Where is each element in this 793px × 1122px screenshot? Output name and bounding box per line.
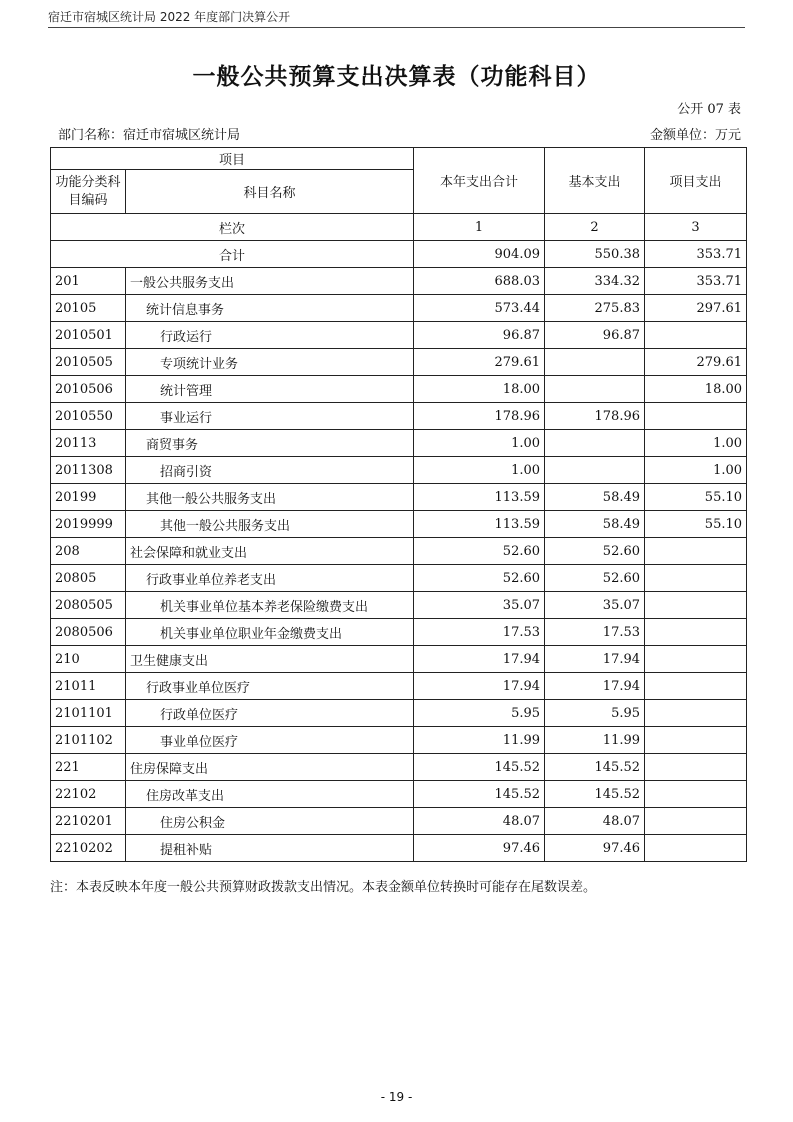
row-sum: 17.94 bbox=[414, 646, 545, 673]
column-index-3: 3 bbox=[645, 214, 747, 241]
table-row bbox=[51, 322, 747, 349]
header-row bbox=[51, 148, 747, 170]
row-basic: 17.94 bbox=[545, 646, 645, 673]
row-code: 21011 bbox=[51, 673, 126, 700]
table-row bbox=[51, 673, 747, 700]
row-code: 2011308 bbox=[51, 457, 126, 484]
row-project: 1.00 bbox=[645, 457, 747, 484]
expenditure-table bbox=[50, 147, 747, 862]
row-basic: 97.46 bbox=[545, 835, 645, 862]
table-row bbox=[51, 808, 747, 835]
row-sum: 113.59 bbox=[414, 484, 545, 511]
table-row bbox=[51, 430, 747, 457]
row-project bbox=[645, 673, 747, 700]
column-index-row bbox=[51, 214, 747, 241]
row-sum: 688.03 bbox=[414, 268, 545, 295]
row-name: 专项统计业务 bbox=[126, 349, 414, 376]
row-sum: 35.07 bbox=[414, 592, 545, 619]
row-code: 2010550 bbox=[51, 403, 126, 430]
row-code: 2010505 bbox=[51, 349, 126, 376]
table-row bbox=[51, 835, 747, 862]
row-name: 机关事业单位基本养老保险缴费支出 bbox=[126, 592, 414, 619]
row-code: 20105 bbox=[51, 295, 126, 322]
row-name: 其他一般公共服务支出 bbox=[126, 511, 414, 538]
row-code: 208 bbox=[51, 538, 126, 565]
form-number: 公开 07 表 bbox=[677, 102, 741, 117]
row-sum: 52.60 bbox=[414, 538, 545, 565]
row-code: 22102 bbox=[51, 781, 126, 808]
row-project bbox=[645, 619, 747, 646]
row-name: 统计信息事务 bbox=[126, 295, 414, 322]
row-basic: 145.52 bbox=[545, 754, 645, 781]
total-basic: 550.38 bbox=[545, 241, 645, 268]
row-basic: 17.53 bbox=[545, 619, 645, 646]
row-sum: 1.00 bbox=[414, 430, 545, 457]
row-project bbox=[645, 727, 747, 754]
table-body bbox=[51, 148, 747, 862]
table-row bbox=[51, 268, 747, 295]
row-basic: 11.99 bbox=[545, 727, 645, 754]
row-code: 2010506 bbox=[51, 376, 126, 403]
row-project: 55.10 bbox=[645, 511, 747, 538]
total-sum: 904.09 bbox=[414, 241, 545, 268]
column-index-2: 2 bbox=[545, 214, 645, 241]
header-project-expense: 项目支出 bbox=[645, 148, 747, 214]
row-name: 提租补贴 bbox=[126, 835, 414, 862]
header-project: 项目 bbox=[51, 148, 414, 170]
table-row bbox=[51, 295, 747, 322]
unit-label: 金额单位：万元 bbox=[649, 128, 741, 143]
total-label: 合计 bbox=[51, 241, 414, 268]
table-row bbox=[51, 781, 747, 808]
row-project bbox=[645, 592, 747, 619]
row-code: 20199 bbox=[51, 484, 126, 511]
table-row bbox=[51, 754, 747, 781]
row-name: 商贸事务 bbox=[126, 430, 414, 457]
row-sum: 17.53 bbox=[414, 619, 545, 646]
row-sum: 52.60 bbox=[414, 565, 545, 592]
row-name: 事业运行 bbox=[126, 403, 414, 430]
header-name: 科目名称 bbox=[126, 170, 414, 214]
row-project bbox=[645, 808, 747, 835]
row-basic bbox=[545, 376, 645, 403]
row-project: 279.61 bbox=[645, 349, 747, 376]
row-code: 2210202 bbox=[51, 835, 126, 862]
row-sum: 279.61 bbox=[414, 349, 545, 376]
row-sum: 178.96 bbox=[414, 403, 545, 430]
row-sum: 113.59 bbox=[414, 511, 545, 538]
row-name: 行政事业单位养老支出 bbox=[126, 565, 414, 592]
row-project: 18.00 bbox=[645, 376, 747, 403]
row-name: 卫生健康支出 bbox=[126, 646, 414, 673]
table-row bbox=[51, 700, 747, 727]
table-row bbox=[51, 538, 747, 565]
row-code: 2080505 bbox=[51, 592, 126, 619]
table-row bbox=[51, 646, 747, 673]
row-basic: 58.49 bbox=[545, 484, 645, 511]
row-code: 201 bbox=[51, 268, 126, 295]
table-row bbox=[51, 592, 747, 619]
row-basic: 334.32 bbox=[545, 268, 645, 295]
row-project bbox=[645, 538, 747, 565]
table-row bbox=[51, 565, 747, 592]
row-basic: 52.60 bbox=[545, 538, 645, 565]
row-project: 55.10 bbox=[645, 484, 747, 511]
row-code: 2080506 bbox=[51, 619, 126, 646]
row-basic: 58.49 bbox=[545, 511, 645, 538]
table-row bbox=[51, 619, 747, 646]
table-row bbox=[51, 403, 747, 430]
row-name: 住房公积金 bbox=[126, 808, 414, 835]
row-project bbox=[645, 781, 747, 808]
row-name: 一般公共服务支出 bbox=[126, 268, 414, 295]
row-basic bbox=[545, 457, 645, 484]
header-basic: 基本支出 bbox=[545, 148, 645, 214]
header-code: 功能分类科目编码 bbox=[51, 170, 126, 214]
row-code: 20113 bbox=[51, 430, 126, 457]
row-name: 行政事业单位医疗 bbox=[126, 673, 414, 700]
row-code: 2019999 bbox=[51, 511, 126, 538]
row-code: 2101102 bbox=[51, 727, 126, 754]
row-name: 社会保障和就业支出 bbox=[126, 538, 414, 565]
table-row bbox=[51, 511, 747, 538]
row-code: 221 bbox=[51, 754, 126, 781]
table-row bbox=[51, 727, 747, 754]
column-index-label: 栏次 bbox=[51, 214, 414, 241]
row-project: 297.61 bbox=[645, 295, 747, 322]
row-basic: 275.83 bbox=[545, 295, 645, 322]
row-sum: 1.00 bbox=[414, 457, 545, 484]
row-code: 2101101 bbox=[51, 700, 126, 727]
row-basic: 35.07 bbox=[545, 592, 645, 619]
row-name: 行政运行 bbox=[126, 322, 414, 349]
row-basic: 5.95 bbox=[545, 700, 645, 727]
total-project: 353.71 bbox=[645, 241, 747, 268]
column-index-1: 1 bbox=[414, 214, 545, 241]
page-number: - 19 - bbox=[380, 1090, 413, 1104]
row-sum: 18.00 bbox=[414, 376, 545, 403]
row-basic: 145.52 bbox=[545, 781, 645, 808]
row-project bbox=[645, 700, 747, 727]
row-code: 2210201 bbox=[51, 808, 126, 835]
row-code: 20805 bbox=[51, 565, 126, 592]
page-title: 一般公共预算支出决算表（功能科目） bbox=[192, 64, 601, 90]
row-code: 210 bbox=[51, 646, 126, 673]
row-sum: 573.44 bbox=[414, 295, 545, 322]
row-basic bbox=[545, 430, 645, 457]
row-project bbox=[645, 322, 747, 349]
row-name: 其他一般公共服务支出 bbox=[126, 484, 414, 511]
row-project bbox=[645, 565, 747, 592]
row-project bbox=[645, 403, 747, 430]
row-sum: 96.87 bbox=[414, 322, 545, 349]
row-sum: 97.46 bbox=[414, 835, 545, 862]
table-row bbox=[51, 376, 747, 403]
row-name: 机关事业单位职业年金缴费支出 bbox=[126, 619, 414, 646]
row-sum: 145.52 bbox=[414, 781, 545, 808]
footnote: 注：本表反映本年度一般公共预算财政拨款支出情况。本表金额单位转换时可能存在尾数误差。 bbox=[50, 880, 597, 895]
row-project bbox=[645, 835, 747, 862]
row-basic: 52.60 bbox=[545, 565, 645, 592]
row-project bbox=[645, 646, 747, 673]
row-sum: 145.52 bbox=[414, 754, 545, 781]
row-sum: 5.95 bbox=[414, 700, 545, 727]
department-label: 部门名称：宿迁市宿城区统计局 bbox=[58, 128, 241, 143]
row-name: 统计管理 bbox=[126, 376, 414, 403]
row-basic: 48.07 bbox=[545, 808, 645, 835]
row-name: 住房保障支出 bbox=[126, 754, 414, 781]
row-basic: 178.96 bbox=[545, 403, 645, 430]
document-header: 宿迁市宿城区统计局 2022 年度部门决算公开 bbox=[48, 10, 291, 24]
row-name: 事业单位医疗 bbox=[126, 727, 414, 754]
row-code: 2010501 bbox=[51, 322, 126, 349]
header-divider bbox=[48, 27, 745, 28]
row-basic: 96.87 bbox=[545, 322, 645, 349]
row-sum: 17.94 bbox=[414, 673, 545, 700]
row-sum: 48.07 bbox=[414, 808, 545, 835]
table-row bbox=[51, 484, 747, 511]
table-row bbox=[51, 457, 747, 484]
total-row bbox=[51, 241, 747, 268]
row-name: 住房改革支出 bbox=[126, 781, 414, 808]
row-basic bbox=[545, 349, 645, 376]
table-row bbox=[51, 349, 747, 376]
row-project: 1.00 bbox=[645, 430, 747, 457]
row-sum: 11.99 bbox=[414, 727, 545, 754]
header-total: 本年支出合计 bbox=[414, 148, 545, 214]
row-project bbox=[645, 754, 747, 781]
row-project: 353.71 bbox=[645, 268, 747, 295]
row-name: 招商引资 bbox=[126, 457, 414, 484]
row-basic: 17.94 bbox=[545, 673, 645, 700]
row-name: 行政单位医疗 bbox=[126, 700, 414, 727]
